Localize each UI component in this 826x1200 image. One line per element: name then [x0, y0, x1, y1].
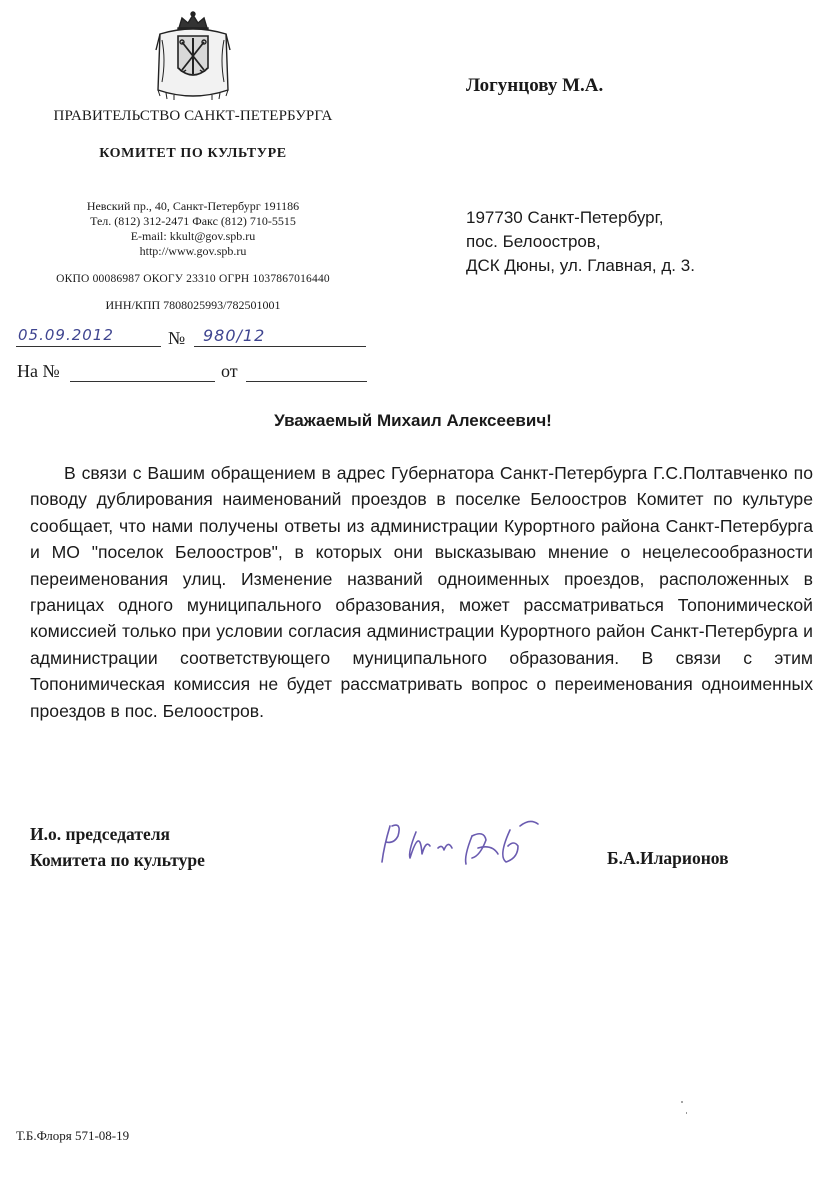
reply-date-label: от: [221, 361, 238, 381]
committee-name: КОМИТЕТ ПО КУЛЬТУРЕ: [99, 146, 287, 161]
outgoing-date: 05.09.2012: [18, 326, 114, 344]
outgoing-number: 980/12: [203, 326, 266, 345]
contact-block: [0, 199, 386, 259]
scan-speck: [686, 1112, 687, 1114]
address-line-2: пос. Белоостров,: [466, 232, 601, 251]
reply-date-line: [246, 381, 367, 382]
address-line-3: ДСК Дюны, ул. Главная, д. 3.: [466, 256, 695, 275]
coat-of-arms-icon: [152, 10, 234, 102]
signer-title: [30, 821, 205, 873]
signer-title-line-1: И.о. председателя: [30, 824, 171, 844]
address-line: Невский пр., 40, Санкт-Петербург 191186: [86, 199, 300, 213]
date-underline: [16, 346, 161, 347]
reply-number-label: На №: [17, 361, 60, 381]
recipient-name: Логунцову М.А.: [466, 75, 604, 96]
number-sign: №: [168, 328, 186, 348]
number-underline: [194, 346, 366, 347]
website-line: http://www.gov.spb.ru: [139, 244, 247, 258]
scan-speck: [681, 1101, 683, 1103]
address-line-1: 197730 Санкт-Петербург,: [466, 208, 664, 227]
registration-codes: ОКПО 00086987 ОКОГУ 23310 ОГРН 1037867016440: [56, 273, 330, 285]
executor-note: Т.Б.Флоря 571-08-19: [16, 1128, 130, 1143]
inn-kpp: ИНН/КПП 7808025993/782501001: [105, 298, 281, 312]
recipient-address: [466, 206, 695, 278]
email-line: E-mail: kkult@gov.spb.ru: [130, 229, 256, 243]
letter-body: В связи с Вашим обращением в адрес Губернатора Санкт-Петербурга Г.С.Полтавченко по поводу дублирования наименований проездов в поселке Белоостров Комитет по культуре сообщает, что нами получены ответы из администрации Курортного района Санкт-Петербурга и МО "поселок Белоостров", в которых они высказываю мнение о нецелесообразности переименования улиц. Изменение названий одноименных проездов, расположенных в границах одного муниципального образования, может рассматриваться Топонимической комиссией только при условии согласия администрации Курортного район Санкт-Петербурга и администрации соответствующего муниципального образования. В связи с этим Топонимическая комиссия не будет рассматривать вопрос о переименования одноименных проездов в пос. Белоостров.: [30, 463, 813, 721]
phone-fax-line: Тел. (812) 312-2471 Факс (812) 710-5515: [90, 214, 296, 228]
signer-name: Б.А.Иларионов: [607, 848, 729, 868]
salutation: Уважаемый Михаил Алексеевич!: [274, 411, 552, 430]
signer-title-line-2: Комитета по культуре: [30, 850, 205, 870]
handwritten-signature: [368, 796, 558, 876]
reply-number-line: [70, 381, 215, 382]
government-name: ПРАВИТЕЛЬСТВО САНКТ-ПЕТЕРБУРГА: [53, 108, 333, 124]
